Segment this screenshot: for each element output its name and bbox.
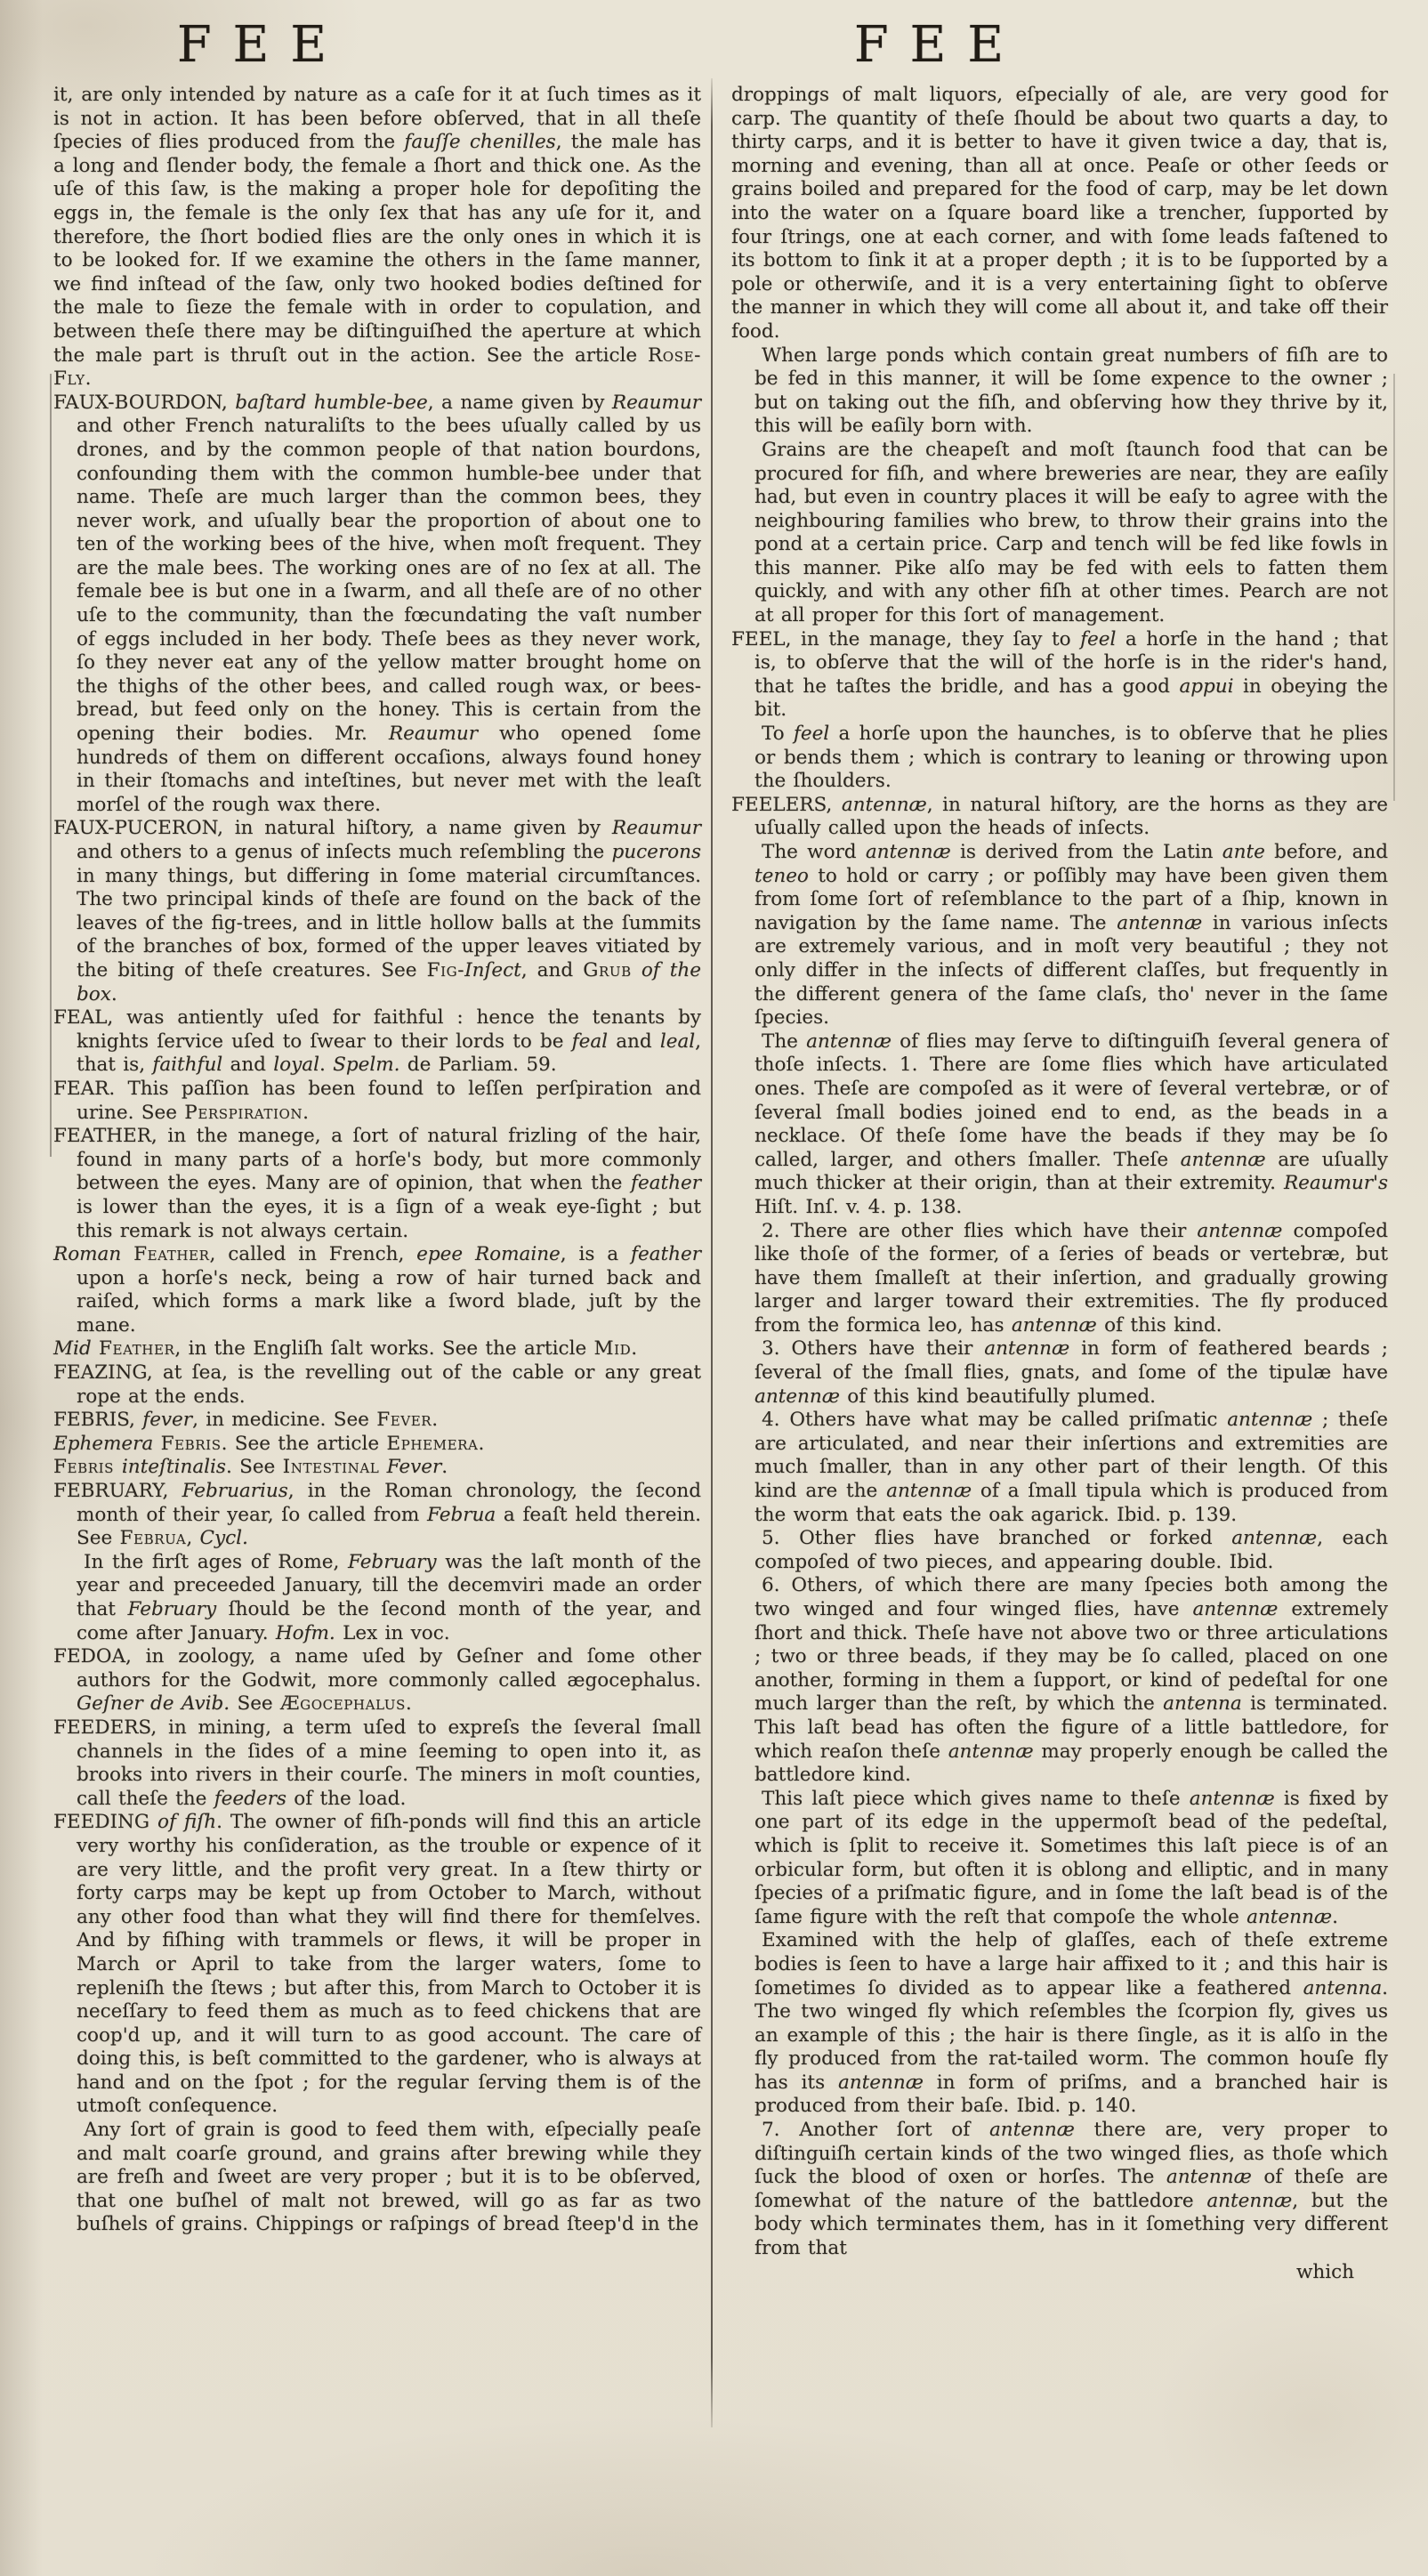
text-segment: , each compoſed of two pieces, and appearing double. Ibid. <box>754 1527 1388 1573</box>
text-segment: February <box>347 1550 437 1573</box>
text-segment: Ephemera <box>386 1432 479 1455</box>
text-segment: 7. Another ſort of <box>762 2119 989 2142</box>
text-segment: . <box>432 1409 439 1432</box>
text-segment: . <box>1332 1905 1338 1928</box>
text-segment: Reaumur <box>611 391 701 414</box>
text-segment: antennæ <box>948 1740 1034 1763</box>
text-segment: baſtard humble-bee <box>235 391 428 414</box>
text-segment: FAUX-PUCERON, in natural hiſtory, a name given by <box>53 817 612 840</box>
text-segment: Intestinal <box>282 1456 380 1479</box>
text-segment: a horſe upon the haunches, is to obſerve that he plies or bends them ; which is contrary to leaning or throwing upon the ſhoulders. <box>754 723 1388 793</box>
text-segment: FEAL, was antiently uſed for faithful : hence the tenants by knights ſervice uſed to ſwear to their lords to be <box>53 1006 701 1053</box>
text-segment: , the male has a long and ſlender body, the female a ſhort and thick one. As the uſe of this ſaw, is the making a proper hole for depoſiting the eggs in, the female is the only ſex that has any uſe for it, and therefore, the ſhort bodied flies are the only ones in which it is to be looked for. If we examine the others in the ſame manner, we find inſtead of the ſaw, only two hooked bodies deſtined for the male to ſieze the female with in order to copulation, and between theſe there may be diſtinguiſhed the aperture at which the male part is thruſt out in the action. See the article <box>53 131 701 367</box>
text-segment: and <box>222 1054 274 1077</box>
text-segment: antennæ <box>837 2071 924 2094</box>
text-segment: feal <box>571 1030 609 1053</box>
text-segment: inteſtinalis <box>121 1456 226 1479</box>
continuation-paragraph <box>53 84 701 392</box>
paragraph <box>53 2119 701 2237</box>
text-segment: antennæ <box>1117 911 1203 934</box>
text-segment: FEEDERS, in mining, a term uſed to expreſs the ſeveral ſmall channels in the ſides of a mine ſeeming to open into it, as brooks into rivers in their courſe. The miners in moſt counties, call theſe the <box>53 1716 701 1810</box>
text-segment: there are, very proper to diſtinguiſh certain kinds of the two winged flies, as thoſe which ſuck the blood of oxen or horſes. The <box>754 2119 1388 2189</box>
text-segment: are uſually much thicker at their origin, than at their extremity. <box>754 1148 1388 1195</box>
text-segment: antennæ <box>1227 1409 1313 1432</box>
text-segment: appui <box>1179 674 1234 698</box>
text-segment: Feather <box>99 1337 175 1361</box>
text-segment: . <box>631 1337 638 1361</box>
text-segment: of flies may ſerve to diſtinguiſh ſeveral genera of thoſe inſects. 1. There are ſome flies which have articulated ones. Theſe are compoſed as it were of ſeveral vertebræ, or of ſeveral ſmall bodies joined end to end, as the beads in a necklace. Of theſe ſome have the beads if they may be ſo called, larger, and others ſmaller. Theſe <box>754 1030 1388 1171</box>
text-segment: Lex in voc. <box>335 1621 450 1644</box>
text-segment: FEAZING, at ſea, is the revelling out of the cable or any great rope at the ends. <box>53 1361 701 1408</box>
text-segment: , in the Roman chronology, the ſecond month of their year, ſo called from <box>77 1480 701 1526</box>
text-segment: antennæ <box>886 1480 972 1503</box>
dictionary-entry <box>53 1456 701 1480</box>
text-segment: in various inſects are extremely various, and in moſt very beautiful ; they not only differ in the inſects of different claſſes, but frequently in the different genera of the ſame claſs, tho' never in the ſame ſpecies. <box>754 911 1388 1030</box>
text-segment: antennæ <box>806 1030 892 1053</box>
text-segment: . The owner of fiſh-ponds will find this an article very worthy his conſideration, as the trouble or expence of it are very little, and the profit very great. In a ſtew thirty or forty carps may be kept up from October to March, without any other food than what they will find there for themſelves. And by fiſhing with trammels or flews, it will be proper in March or April to take from the larger waters, ſome to repleniſh the ſtews ; but after this, from March to October it is neceſſary to feed them as much as to feed chickens that are coop'd up, and it will turn to as good account. The care of doing this, is beſt committed to the gardener, who is always at hand and on the ſpot ; for the regular ſerving them is of the utmoſt conſequence. <box>77 1811 702 2118</box>
catchword <box>731 2261 1388 2285</box>
column-right <box>731 84 1388 2284</box>
text-segment: Geſner de Avib. <box>77 1692 230 1716</box>
text-segment: FAUX-BOURDON, <box>53 391 236 414</box>
dictionary-entry <box>731 794 1388 841</box>
text-segment: upon a horſe's neck, being a row of hair turned back and raiſed, which forms a mark like a ſword blade, juſt by the mane. <box>77 1266 701 1336</box>
text-segment: . <box>110 982 117 1005</box>
text-segment: , that is, <box>77 1030 701 1077</box>
dictionary-entry <box>53 392 701 818</box>
text-segment <box>632 959 641 981</box>
text-segment: . The two winged fly which reſembles the ſcorpion fly, gives us an example of this ; the hair is there ſingle, as it is alſo in the fly produced from the rat-tailed worm. The common houſe fly has its <box>754 1976 1388 2094</box>
dictionary-entry <box>53 1811 701 2119</box>
text-segment: of the box <box>77 958 701 1005</box>
text-segment: , but the body which terminates them, has in it ſomething very different from that <box>754 2189 1389 2260</box>
text-segment: FEBRIS, <box>53 1409 143 1432</box>
text-segment: antennæ <box>1189 1787 1275 1810</box>
text-segment: FEBRUARY, <box>53 1480 182 1503</box>
text-segment: of this kind beautifully plumed. <box>839 1385 1156 1408</box>
page-edge-line <box>1393 374 1395 801</box>
text-segment: Fever <box>376 1409 432 1432</box>
continuation-paragraph <box>731 84 1388 344</box>
text-segment: antennæ <box>1011 1313 1097 1336</box>
text-segment: and <box>608 1030 660 1053</box>
paragraph <box>731 1574 1388 1787</box>
text-segment: . <box>441 1456 448 1479</box>
text-segment: Reaumur's <box>1283 1172 1388 1195</box>
text-segment: FEEL, in the manage, they ſay to <box>731 627 1081 650</box>
text-segment: Grains are the cheapeſt and moſt ſtaunch food that can be procured for fiſh, and where breweries are near, they are eaſily had, but even in country places it will be eaſy to agree with the neighbouring families who brew, to throw their grains into the pond at a certain price. Carp and tench will be fed like fowls in this manner. Pike alſo may be fed with eels to fatten them quickly, and with any other fiſh at other times. Pearch are not at all proper for this ſort of management. <box>754 438 1388 627</box>
text-segment: See <box>230 1692 280 1716</box>
text-segment: leal <box>659 1030 696 1053</box>
text-segment: is lower than the eyes, it is a ſign of a weak eye-ſight ; but this remark is not always certain. <box>77 1195 701 1242</box>
text-segment: To <box>762 723 794 746</box>
text-segment: droppings of malt liquors, eſpecially of ale, are very good for carp. The quantity of theſe ſhould be about two quarts a day, to thirty carps, and it is better to have it given twice a day, that is, morning and evening, than all at once. Peaſe or other ſeeds or grains boiled and prepared for the food of carp, may be let down into the water on a ſquare board like a trencher, ſupported by four ſtrings, one at each corner, and with ſome leads faſtened to its bottom to ſink it at a proper depth ; it is to be ſupported by a pole or otherwiſe, and it is a very entertaining ſight to obſerve the manner in which they will come all about it, and take off their food. <box>731 84 1388 343</box>
text-segment: antennæ <box>1246 1905 1333 1928</box>
text-segment: de Parliam. 59. <box>399 1054 557 1077</box>
text-segment: Spelm. <box>333 1054 400 1077</box>
text-segment: extremely ſhort and thick. Theſe have not above two or three articulations ; two or three beads, if they may be ſo called, placed on one another, forming in them a ſupport, or kind of pedeſtal for one much larger than the reſt, by which the <box>754 1598 1389 1716</box>
paragraph <box>731 1220 1388 1338</box>
text-segment: may properly enough be called the battledore kind. <box>754 1740 1388 1787</box>
text-segment: which <box>1295 2260 1354 2283</box>
text-segment: , and <box>520 958 584 981</box>
text-segment: teneo <box>754 864 809 887</box>
text-segment: compoſed like thoſe of the former, of a ſeries of beads or vertebræ, but have them ſmalleſt at their inſertion, and gradually growing larger and larger toward their extremities. The fly produced from the formica leo, has <box>754 1219 1388 1336</box>
text-segment: , is a <box>560 1243 631 1266</box>
text-segment: was the laſt month of the year and preceeded January, till the decemviri made an order that <box>77 1550 701 1620</box>
text-segment: of the load. <box>286 1787 407 1810</box>
dictionary-entry <box>53 1243 701 1337</box>
text-segment: epee Romaine <box>416 1243 561 1266</box>
text-segment: Mid <box>593 1337 632 1361</box>
text-segment: antennæ <box>1197 1219 1283 1242</box>
text-segment: faithful <box>152 1054 223 1077</box>
text-segment: When large ponds which contain great numbers of fiſh are to be fed in this manner, it will be ſome expence to the owner ; but on taking out the fiſh, and obſerving how they thrive by it, this will be eaſily born with. <box>754 343 1388 438</box>
text-segment: 4. Others have what may be called priſmatic <box>762 1409 1228 1432</box>
dictionary-entry <box>731 628 1388 723</box>
dictionary-entry <box>53 1361 701 1409</box>
dictionary-entry <box>53 1409 701 1433</box>
text-segment: in form of feathered beards ; ſeveral of the ſmall flies, gnats, and ſome of the tipulæ have <box>754 1337 1388 1385</box>
paragraph <box>731 1030 1388 1220</box>
paragraph <box>731 841 1388 1030</box>
text-segment: 6. Others, of which there are many ſpecies both among the two winged and four winged flies, have <box>754 1574 1388 1620</box>
text-segment: Grub <box>583 958 632 981</box>
dictionary-entry <box>53 1078 701 1125</box>
text-segment: antennæ <box>984 1337 1070 1361</box>
text-segment: Ephemera <box>53 1432 161 1455</box>
text-segment: antennæ <box>841 793 927 816</box>
text-segment: feel <box>793 723 830 746</box>
text-segment: fauſſe chenilles <box>404 131 556 154</box>
text-segment: ſhould be the ſecond month of the year, and come after January. <box>77 1598 702 1644</box>
text-segment: FEATHER, in the manege, a ſort of natural frizling of the hair, found in many parts of a horſe's body, but more commonly between the eyes. Many are of opinion, that when the <box>53 1125 701 1195</box>
text-segment: in obeying the bit. <box>754 674 1388 722</box>
paragraph <box>731 723 1388 794</box>
text-segment: antenna <box>1303 1976 1383 1999</box>
text-segment: of theſe are ſomewhat of the nature of the battledore <box>754 2166 1388 2212</box>
text-segment: feel <box>1080 627 1117 650</box>
text-segment: a feaſt held therein. See <box>77 1503 702 1550</box>
text-segment: feather <box>631 1172 701 1195</box>
text-segment: Februarius <box>182 1480 288 1503</box>
gutter-crease-line <box>50 374 52 1157</box>
text-segment: ; theſe are articulated, and near their inſertions and extremities are much ſmaller, than in any other part of their length. Of this kind are the <box>754 1409 1388 1503</box>
dictionary-entry <box>53 1716 701 1811</box>
text-segment: Rose-Fly <box>53 343 701 391</box>
text-segment: , a name given by <box>427 391 612 414</box>
text-segment: . <box>319 1054 334 1077</box>
text-segment: , <box>186 1527 200 1550</box>
text-segment: is terminated. This laſt bead has often the figure of a little battledore, for which reaſon theſe <box>754 1692 1389 1763</box>
dictionary-entry <box>53 1645 701 1716</box>
text-segment: . <box>478 1432 485 1455</box>
text-segment: FEELERS, <box>731 793 842 816</box>
text-segment: . See <box>225 1456 283 1479</box>
text-segment: of this kind. <box>1096 1313 1222 1336</box>
column-divider-rule <box>711 78 713 2427</box>
text-segment: is derived from the Latin <box>950 841 1222 863</box>
text-segment: feather <box>631 1243 701 1266</box>
dictionary-entry <box>53 817 701 1006</box>
dictionary-entry <box>53 1480 701 1551</box>
text-segment: February <box>127 1598 217 1620</box>
text-segment: Februa <box>427 1503 496 1526</box>
text-segment: Feather <box>133 1243 210 1266</box>
text-segment: antennæ <box>1231 1527 1318 1550</box>
text-segment: In the firſt ages of Rome, <box>84 1550 348 1573</box>
text-segment: 3. Others have their <box>762 1337 985 1361</box>
text-segment: pucerons <box>611 841 701 863</box>
text-segment: fever <box>142 1409 193 1432</box>
text-segment: . <box>303 1101 309 1124</box>
text-segment: antennæ <box>1166 2166 1252 2189</box>
paragraph <box>731 1788 1388 1930</box>
text-segment: loyal <box>273 1054 319 1077</box>
paragraph <box>53 1551 701 1645</box>
column-left <box>53 84 701 2237</box>
text-segment: antenna <box>1163 1692 1242 1716</box>
text-segment: , in the Engliſh ſalt works. See the article <box>174 1337 594 1361</box>
text-segment: . <box>405 1692 412 1716</box>
text-segment: Febris <box>53 1456 122 1479</box>
text-segment: Febris <box>160 1432 222 1455</box>
dictionary-entry <box>53 1006 701 1078</box>
text-segment: in many things, but differing in ſome material circumſtances. The two principal kinds of theſe are found on the back of the leaves of the fig-trees, and in little hollow balls at the ſummits of the branches of box, formed of the upper leaves vitiated by the biting of theſe creatures. See <box>77 864 701 981</box>
text-segment: to hold or carry ; or poſſibly may have been given them from ſome ſort of reſemblance to the part of a ſhip, known in navigation by the ſame name. The <box>754 864 1388 934</box>
text-segment: Fever <box>386 1456 442 1479</box>
text-segment: and other French naturaliſts to the bees uſually called by us drones, and by the common people of that nation bourdons, confounding them with the common humble-bee under that name. Theſe are much larger than the common bees, they never work, and uſually bear the proportion of about one to ten of the working bees of the hive, when moſt frequent. They are the male bees. The working ones are of no ſex at all. The female bee is but one in a ſwarm, and all theſe are of no other uſe to the community, than the fœcundating the vaſt number of eggs included in her body. Theſe bees as they never work, ſo they never eat any of the yellow matter brought home on the thighs of the other bees, and called rough wax, or bees-bread, but feed only on the honey. This is certain from the opening their bodies. Mr. <box>77 415 701 746</box>
text-segment: Inſect <box>464 958 521 981</box>
text-segment: The word <box>762 841 866 863</box>
text-segment: in form of priſms, and a branched hair is produced from their baſe. Ibid. p. 140. <box>754 2071 1388 2118</box>
text-segment: antennæ <box>1192 1598 1279 1620</box>
text-segment: , in medicine. See <box>192 1409 377 1432</box>
text-segment: Cycl. <box>199 1527 248 1550</box>
text-segment: 2. There are other flies which have their <box>762 1219 1198 1242</box>
text-segment: Any ſort of grain is good to feed them with, eſpecially peaſe and malt coarſe ground, and grains after brewing while they are freſh and ſweet are very proper ; but it is to be obſerved, that one buſhel of malt not brewed, will go as far as two buſhels of grains. Chippings or raſpings of bread ſteep'd in the <box>77 2119 701 2236</box>
text-segment: antennæ <box>988 2119 1075 2142</box>
text-segment: Roman <box>53 1243 134 1266</box>
paragraph <box>731 1409 1388 1527</box>
dictionary-entry <box>53 1433 701 1457</box>
text-segment: FEDOA, in zoology, a name uſed by Geſner and ſome other authors for the Godwit, more commonly called ægocephalus. <box>53 1645 701 1692</box>
text-segment: . See the article <box>221 1432 387 1455</box>
text-segment: This laſt piece which gives name to theſe <box>762 1787 1190 1810</box>
text-segment: antennæ <box>865 841 951 863</box>
text-segment: 5. Other flies have branched or forked <box>762 1527 1232 1550</box>
running-head-left: F E E <box>176 16 333 74</box>
text-segment: Reaumur <box>388 723 478 746</box>
text-segment: Hofm. <box>275 1621 335 1644</box>
text-segment: Februa <box>119 1527 187 1550</box>
dictionary-entry <box>53 1125 701 1243</box>
paragraph <box>731 1337 1388 1409</box>
text-segment: a horſe in the hand ; that is, to obſerve that the will of the horſe is in the rider's hand, that he taſtes the bridle, and has a good <box>754 627 1388 698</box>
text-segment: feeders <box>214 1787 286 1810</box>
text-segment: of a ſmall tipula which is produced from the worm that eats the oak agarick. Ibid. p. 139. <box>754 1480 1388 1526</box>
text-segment: FEEDING <box>53 1811 158 1834</box>
text-segment: antennæ <box>1180 1148 1266 1171</box>
text-segment: The <box>762 1030 807 1053</box>
paragraph <box>731 1929 1388 2119</box>
paragraph <box>731 344 1388 439</box>
text-segment: , in natural hiſtory, are the horns as they are uſually called upon the heads of inſects. <box>754 793 1388 840</box>
text-segment: before, and <box>1264 841 1388 863</box>
text-segment: Hiſt. Inſ. v. 4. p. 138. <box>754 1195 963 1218</box>
running-head-right: F E E <box>853 16 1010 74</box>
text-segment: Mid <box>53 1337 99 1361</box>
text-segment: , called in French, <box>209 1243 417 1266</box>
paragraph <box>731 439 1388 628</box>
text-segment: it, are only intended by nature as a caſe for it at ſuch times as it is not in action. It has been before obſerved, that in all theſe ſpecies of flies produced from the <box>53 84 701 154</box>
text-segment: antennæ <box>1206 2189 1293 2212</box>
text-segment: . <box>85 367 92 391</box>
text-segment <box>379 1456 386 1478</box>
text-segment: of fiſh <box>157 1811 217 1834</box>
dictionary-entry <box>53 1337 701 1361</box>
text-segment: Fig- <box>426 958 465 981</box>
paragraph <box>731 1527 1388 1574</box>
paragraph <box>731 2119 1388 2261</box>
text-segment: and others to a genus of inſects much reſembling the <box>77 841 612 863</box>
text-segment: FEAR. This paſſion has been found to leſſen perſpiration and urine. See <box>53 1077 701 1124</box>
text-segment: is fixed by one part of its edge in the uppermoſt bead of the pedeſtal, which is ſplit to receive it. Sometimes this laſt piece is of an orbicular form, but often it is oblong and elliptic, and in many ſpecies of a priſmatic figure, and in ſome the laſt bead is of the ſame figure with the reſt that compoſe the whole <box>754 1787 1388 1928</box>
text-segment: Examined with the help of glaſſes, each of theſe extreme bodies is ſeen to have a large hair affixed to it ; and this hair is ſometimes ſo divided as to appear like a feathered <box>754 1929 1388 1999</box>
text-segment: Reaumur <box>611 817 701 840</box>
text-segment: ante <box>1222 841 1265 863</box>
text-segment: Perspiration <box>184 1101 303 1124</box>
text-segment: Ægocephalus <box>280 1692 406 1716</box>
text-segment: who opened ſome hundreds of them on different occaſions, always found honey in their ſtomachs and inteſtines, but never met with the leaſt morſel of the rough wax there. <box>77 723 701 816</box>
text-segment: antennæ <box>754 1385 840 1408</box>
